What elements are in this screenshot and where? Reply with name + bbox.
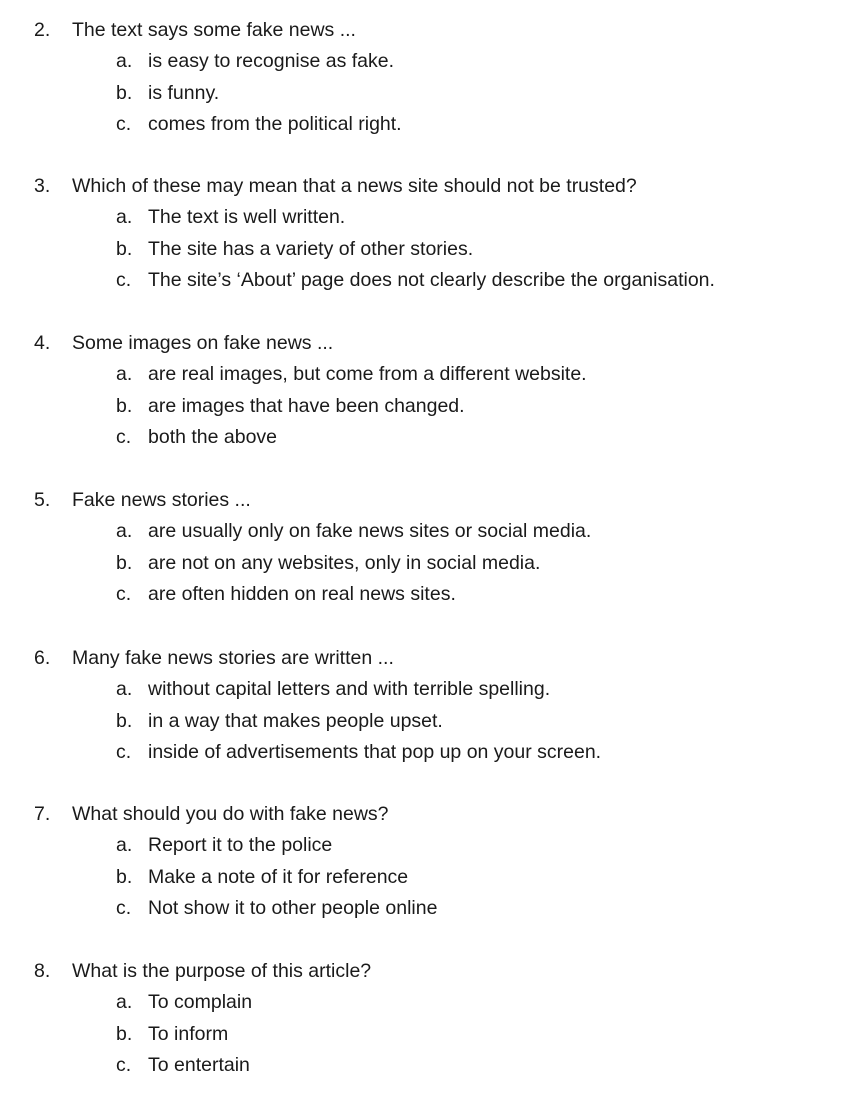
option-letter: c. — [116, 1054, 132, 1076]
question-number: 4. — [34, 332, 51, 354]
option-text: The site has a variety of other stories. — [148, 238, 474, 260]
option-text: Report it to the police — [148, 834, 333, 856]
option-text: Not show it to other people online — [148, 897, 438, 919]
question-number: 5. — [34, 489, 51, 511]
option-letter: b. — [116, 395, 133, 417]
option-letter: a. — [116, 520, 133, 542]
question-number: 6. — [34, 647, 51, 669]
option-text: are not on any websites, only in social media. — [148, 552, 541, 574]
option-text: both the above — [148, 426, 278, 448]
option-text: are often hidden on real news sites. — [148, 583, 456, 605]
option-text: inside of advertisements that pop up on your screen. — [148, 741, 602, 763]
option-letter: c. — [116, 583, 132, 605]
option-letter: a. — [116, 363, 133, 385]
option-letter: c. — [116, 269, 132, 291]
option-text: To entertain — [148, 1054, 250, 1076]
question-text: Fake news stories ... — [72, 489, 251, 511]
option-letter: b. — [116, 82, 133, 104]
option-letter: a. — [116, 834, 133, 856]
question-text: What is the purpose of this article? — [72, 960, 372, 982]
option-text: comes from the political right. — [148, 113, 402, 135]
option-letter: b. — [116, 866, 133, 888]
option-letter: c. — [116, 113, 132, 135]
option-text: without capital letters and with terrible spelling. — [148, 678, 551, 700]
question-text: Many fake news stories are written ... — [72, 647, 394, 669]
option-letter: a. — [116, 678, 133, 700]
option-text: are images that have been changed. — [148, 395, 465, 417]
question-number: 2. — [34, 19, 51, 41]
option-letter: a. — [116, 991, 133, 1013]
question-number: 3. — [34, 175, 51, 197]
option-text: The text is well written. — [148, 206, 346, 228]
option-letter: c. — [116, 426, 132, 448]
question-text: The text says some fake news ... — [72, 19, 356, 41]
option-letter: b. — [116, 552, 133, 574]
question-number: 7. — [34, 803, 51, 825]
option-text: To complain — [148, 991, 253, 1013]
option-letter: b. — [116, 710, 133, 732]
option-text: The site’s ‘About’ page does not clearly describe the organisation. — [148, 269, 715, 291]
question-text: Which of these may mean that a news site should not be trusted? — [72, 175, 637, 197]
option-text: To inform — [148, 1023, 229, 1045]
option-letter: b. — [116, 1023, 133, 1045]
option-letter: a. — [116, 50, 133, 72]
option-text: is funny. — [148, 82, 220, 104]
option-text: is easy to recognise as fake. — [148, 50, 395, 72]
option-text: are real images, but come from a different website. — [148, 363, 587, 385]
option-text: Make a note of it for reference — [148, 866, 409, 888]
question-text: Some images on fake news ... — [72, 332, 334, 354]
option-letter: b. — [116, 238, 133, 260]
option-letter: c. — [116, 897, 132, 919]
option-letter: a. — [116, 206, 133, 228]
option-text: are usually only on fake news sites or social media. — [148, 520, 592, 542]
option-letter: c. — [116, 741, 132, 763]
question-number: 8. — [34, 960, 51, 982]
option-text: in a way that makes people upset. — [148, 710, 443, 732]
question-text: What should you do with fake news? — [72, 803, 389, 825]
